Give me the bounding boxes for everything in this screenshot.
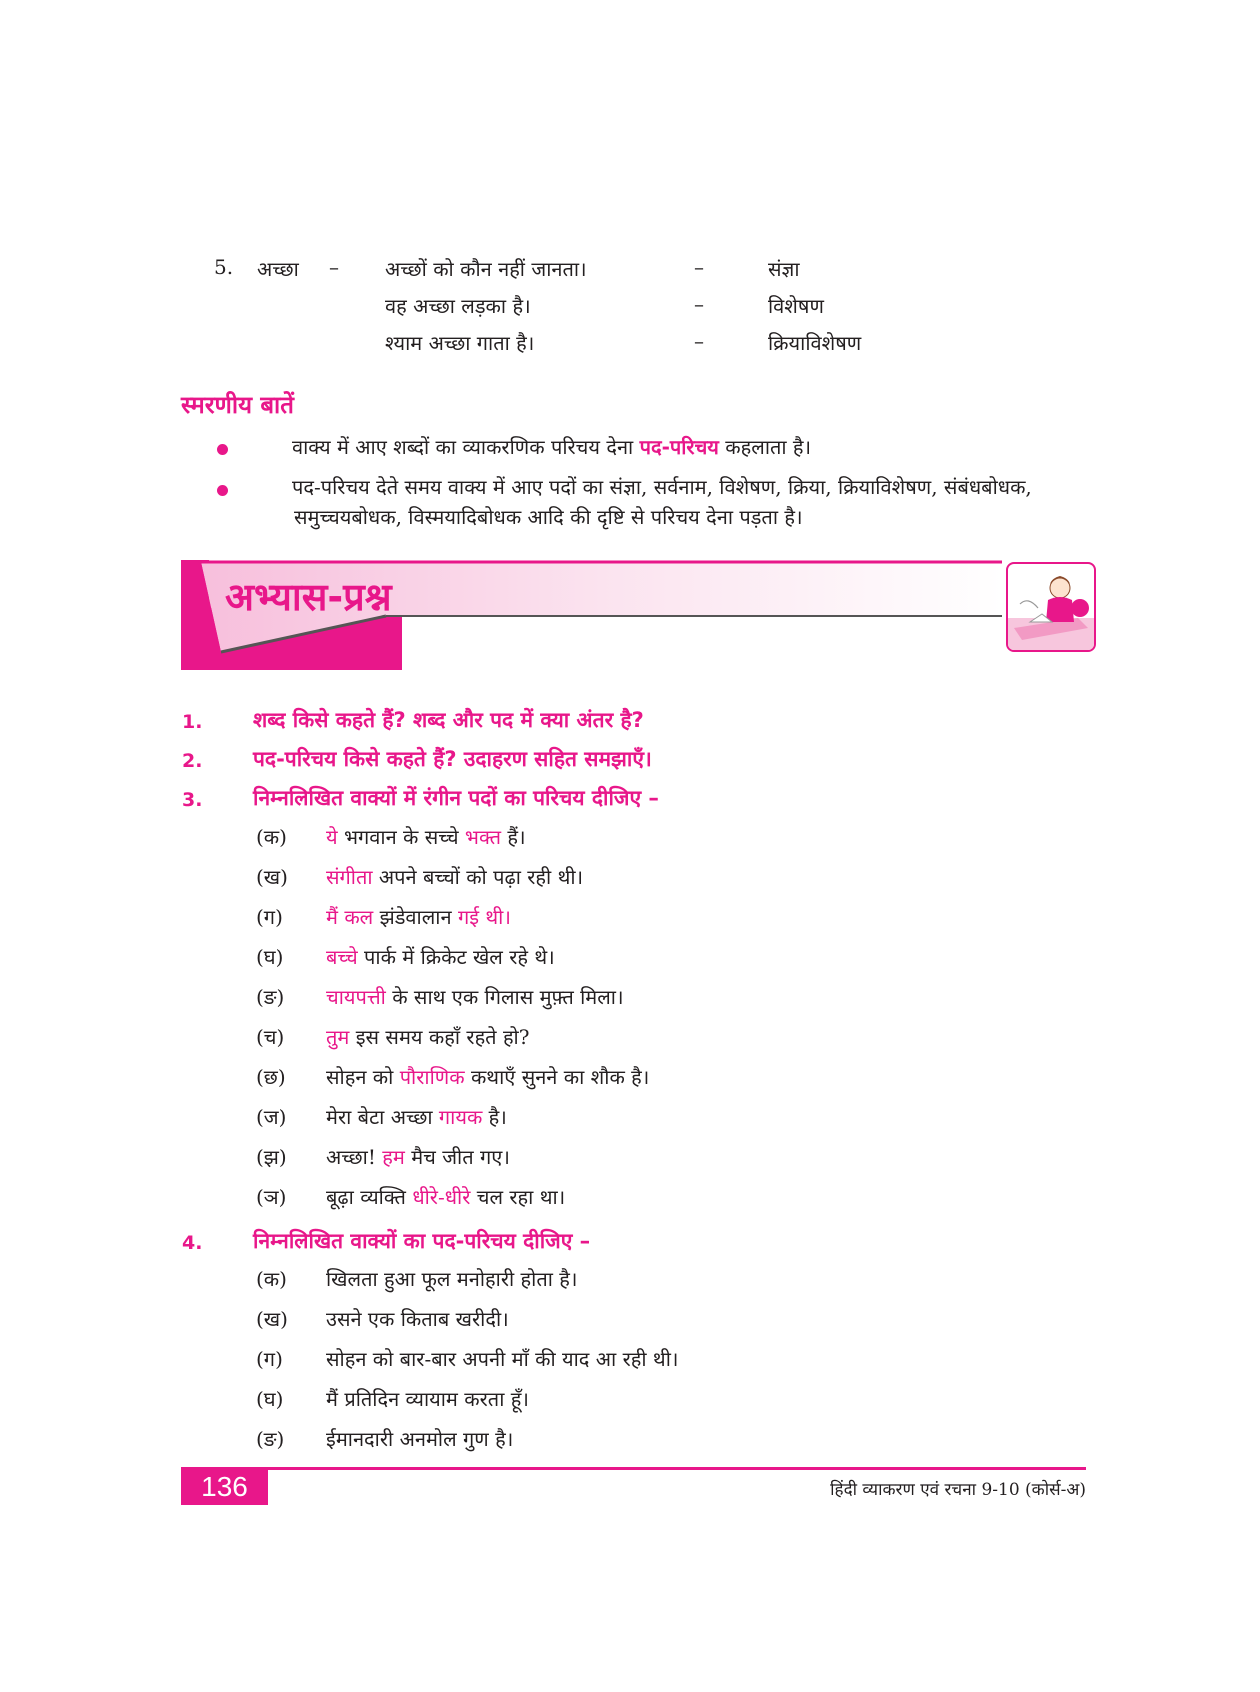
item-label: (घ)	[256, 945, 284, 969]
question-text: निम्नलिखित वाक्यों का पद-परिचय दीजिए –	[253, 1229, 591, 1253]
highlighted-term: संगीता	[326, 865, 373, 889]
item-sentence	[326, 1023, 529, 1050]
sentence-part: भगवान के सच्चे	[337, 825, 465, 849]
remember-heading: स्मरणीय बातें	[181, 391, 294, 419]
item-sentence	[326, 1063, 649, 1090]
example-type: क्रियाविशेषण	[768, 331, 862, 355]
item-sentence	[326, 863, 583, 890]
example-type: संज्ञा	[768, 257, 800, 281]
remember-point-1-text: वाक्य में आए शब्दों का व्याकरणिक परिचय देना	[292, 435, 640, 459]
sentence-part: मैच जीत गए।	[404, 1145, 510, 1169]
highlighted-term: चायपत्ती	[326, 985, 386, 1009]
bullet-icon	[217, 444, 228, 455]
highlighted-term: बच्चे	[326, 945, 358, 969]
sentence-part: झंडेवालान	[373, 905, 458, 929]
sentence-part: अच्छा!	[326, 1145, 383, 1169]
item-label: (घ)	[256, 1387, 284, 1411]
item-label: (ख)	[256, 1307, 288, 1331]
sentence-part: अपने बच्चों को पढ़ा रही थी।	[372, 865, 584, 889]
item-sentence	[326, 1183, 565, 1210]
example-number: 5.	[214, 255, 234, 279]
item-sentence: ईमानदारी अनमोल गुण है।	[326, 1427, 514, 1451]
sentence-part: पार्क में क्रिकेट खेल रहे थे।	[357, 945, 555, 969]
sentence-part: हैं।	[501, 825, 526, 849]
highlighted-term: मैं कल	[326, 905, 374, 929]
highlighted-term: हम	[382, 1145, 405, 1169]
sentence-part: इस समय कहाँ रहते हो?	[349, 1025, 530, 1049]
sentence-part: सोहन को	[326, 1065, 400, 1089]
question-text: निम्नलिखित वाक्यों में रंगीन पदों का परिचय दीजिए –	[253, 786, 659, 810]
bullet-icon	[217, 485, 228, 496]
item-sentence	[326, 823, 526, 850]
item-label: (ग)	[256, 1347, 283, 1371]
example-sentence: वह अच्छा लड़का है।	[385, 294, 531, 318]
item-label: (ज)	[256, 1105, 287, 1129]
question-number: 1.	[182, 711, 203, 733]
example-type: विशेषण	[768, 294, 824, 318]
example-dash: –	[694, 292, 704, 316]
question-number: 3.	[182, 789, 203, 811]
example-sentence: अच्छों को कौन नहीं जानता।	[385, 257, 587, 281]
item-sentence: उसने एक किताब खरीदी।	[326, 1307, 509, 1331]
item-sentence	[326, 983, 624, 1010]
question-number: 4.	[182, 1232, 203, 1254]
item-sentence	[326, 903, 511, 930]
highlighted-term: धीरे-धीरे	[412, 1185, 471, 1209]
remember-point-2-line-2: समुच्चयबोधक, विस्मयादिबोधक आदि की दृष्टि से परिचय देना पड़ता है।	[294, 505, 803, 529]
item-sentence: खिलता हुआ फूल मनोहारी होता है।	[326, 1267, 578, 1291]
highlighted-term: गई थी।	[457, 905, 511, 929]
item-sentence: सोहन को बार-बार अपनी माँ की याद आ रही थी।	[326, 1347, 679, 1371]
item-label: (ग)	[256, 905, 283, 929]
item-label: (ख)	[256, 865, 288, 889]
highlighted-term: भक्त	[464, 825, 502, 849]
remember-point-1-end: कहलाता है।	[718, 435, 812, 459]
remember-point-1	[292, 432, 811, 462]
item-sentence	[326, 1103, 507, 1130]
item-label: (क)	[256, 825, 287, 849]
exercise-title: अभ्यास-प्रश्न	[225, 575, 392, 619]
highlighted-term: गायक	[438, 1105, 483, 1129]
item-label: (क)	[256, 1267, 287, 1291]
exercise-banner	[181, 560, 1096, 670]
item-label: (झ)	[256, 1145, 287, 1169]
sentence-part: मेरा बेटा अच्छा	[326, 1105, 439, 1129]
example-dash: –	[694, 329, 704, 353]
item-label: (ञ)	[256, 1185, 287, 1209]
highlighted-term: ये	[326, 825, 338, 849]
remember-point-2	[292, 472, 1102, 532]
footer-rule	[181, 1467, 1086, 1470]
book-title: हिंदी व्याकरण एवं रचना 9-10 (कोर्स-अ)	[830, 1480, 1086, 1500]
remember-highlight-term: पद-परिचय	[639, 435, 719, 459]
item-label: (छ)	[256, 1065, 286, 1089]
item-sentence	[326, 1143, 510, 1170]
question-number: 2.	[182, 750, 203, 772]
sentence-part: कथाएँ सुनने का शौक है।	[464, 1065, 650, 1089]
item-label: (च)	[256, 1025, 285, 1049]
student-illustration	[1006, 562, 1096, 652]
item-label: (ङ)	[256, 1427, 285, 1451]
sentence-part: है।	[482, 1105, 507, 1129]
page-number: 136	[181, 1469, 268, 1505]
highlighted-term: तुम	[326, 1025, 350, 1049]
remember-point-2-line-1: पद-परिचय देते समय वाक्य में आए पदों का संज्ञा, सर्वनाम, विशेषण, क्रिया, क्रियाविशेषण, संबंधबोधक,	[292, 475, 1032, 499]
sentence-part: चल रहा था।	[470, 1185, 566, 1209]
example-word: अच्छा	[257, 257, 299, 281]
girl-reading-icon	[1008, 564, 1094, 650]
question-text: पद-परिचय किसे कहते हैं? उदाहरण सहित समझाएँ।	[253, 747, 652, 771]
item-sentence: मैं प्रतिदिन व्यायाम करता हूँ।	[326, 1387, 529, 1411]
item-sentence	[326, 943, 555, 970]
sentence-part: के साथ एक गिलास मुफ़्त मिला।	[385, 985, 624, 1009]
example-word-dash: –	[329, 255, 339, 279]
example-dash: –	[694, 255, 704, 279]
item-label: (ङ)	[256, 985, 285, 1009]
example-sentence: श्याम अच्छा गाता है।	[385, 331, 535, 355]
highlighted-term: पौराणिक	[399, 1065, 465, 1089]
question-text: शब्द किसे कहते हैं? शब्द और पद में क्या अंतर है?	[253, 708, 644, 732]
sentence-part: बूढ़ा व्यक्ति	[326, 1185, 413, 1209]
